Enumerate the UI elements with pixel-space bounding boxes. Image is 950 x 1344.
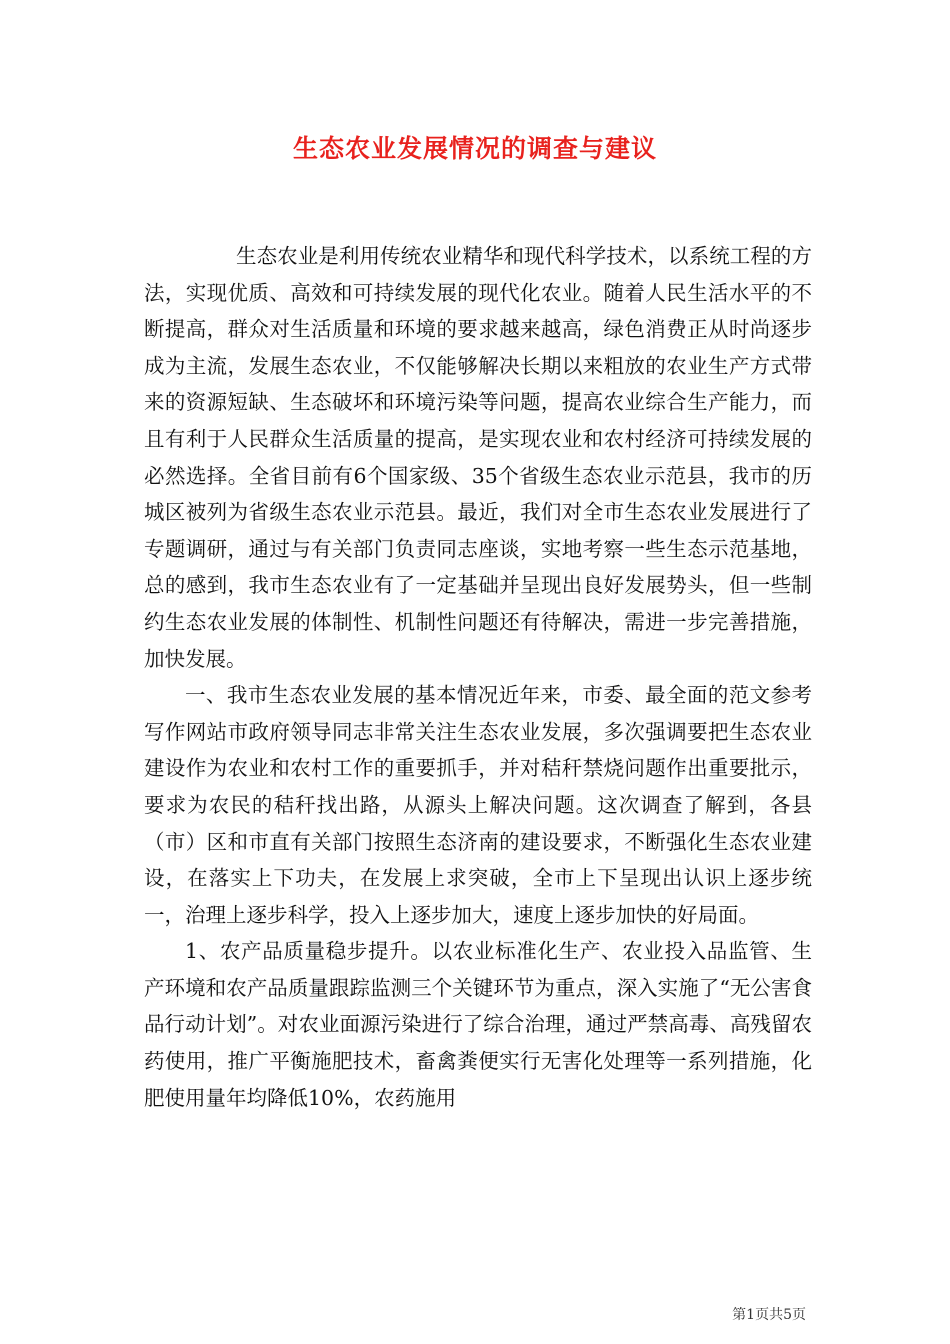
document-title: 生态农业发展情况的调查与建议: [292, 134, 657, 163]
section-one-paragraph: 一、我市生态农业发展的基本情况近年来，市委、最全面的范文参考写作网站市政府领导同志非常关注生态农业发展，多次强调要把生态农业建设作为农业和农村工作的重要抓手，并对秸秆禁烧问题作出重要批示，要求为农民的秸秆找出路，从源头上解决问题。这次调查了解到，各县（市）区和市直有关部门按照生态济南的建设要求，不断强化生态农业建设，在落实上下功夫，在发展上求突破，全市上下呈现出认识上逐步统一，治理上逐步科学，投入上逐步加大，速度上逐步加快的好局面。: [144, 683, 812, 927]
item-one-paragraph: 1、农产品质量稳步提升。以农业标准化生产、农业投入品监管、生产环境和农产品质量跟踪监测三个关键环节为重点，深入实施了“无公害食品行动计划”。对农业面源污染进行了综合治理，通过严禁高毒、高残留农药使用，推广平衡施肥技术，畜禽粪便实行无害化处理等一系列措施，化肥使用量年均降低10%，农药施用: [144, 939, 812, 1110]
page-number: 第1页共5页: [732, 1307, 806, 1323]
document-body: [144, 238, 812, 1116]
intro-paragraph: 生态农业是利用传统农业精华和现代科学技术，以系统工程的方法，实现优质、高效和可持续发展的现代化农业。随着人民生活水平的不断提高，群众对生活质量和环境的要求越来越高，绿色消费正从时尚逐步成为主流，发展生态农业，不仅能够解决长期以来粗放的农业生产方式带来的资源短缺、生态破坏和环境污染等问题，提高农业综合生产能力，而且有利于人民群众生活质量的提高，是实现农业和农村经济可持续发展的必然选择。全省目前有6个国家级、35个省级生态农业示范县，我市的历城区被列为省级生态农业示范县。最近，我们对全市生态农业发展进行了专题调研，通过与有关部门负责同志座谈，实地考察一些生态示范基地，总的感到，我市生态农业有了一定基础并呈现出良好发展势头，但一些制约生态农业发展的体制性、机制性问题还有待解决，需进一步完善措施，加快发展。: [144, 244, 812, 671]
